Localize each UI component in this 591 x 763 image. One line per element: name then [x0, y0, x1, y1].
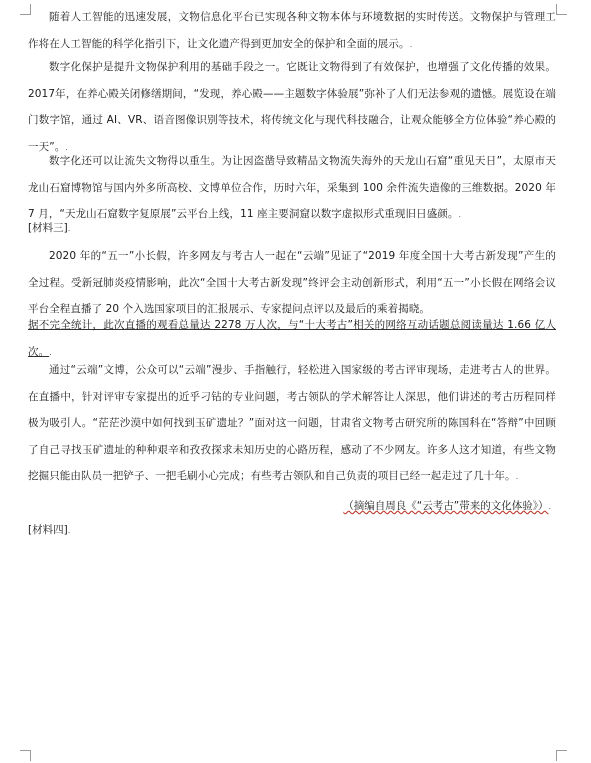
paragraph-4-text: 2020 年的“五一”小长假，许多网友与考古人一起在“云端”见证了“2019 年度全国十大考古新发现”产生的全过程。受新冠肺炎疫情影响，此次“全国十大考古新发现”终评会主动创新形式，利用“五一”小长假在网络会议平台全程直播了 20 个入选国家项目的汇报展示、专家提问点评以及最后的乘着揭晓。 — [28, 250, 556, 315]
material-4-label: [材料四]. — [28, 524, 71, 536]
paragraph-5 — [28, 357, 556, 491]
paragraph-1-text: 随着人工智能的迅速发展，文物信息化平台已实现各种文物本体与环境数据的实时传送。文物保护与管理工作将在人工智能的科学化指引下，让文化遗产得到更加安全的保护和全面的展示。 — [28, 11, 556, 50]
paragraph-3 — [28, 148, 556, 229]
paragraph-mark: . — [515, 472, 519, 481]
paragraph-mark: . — [65, 142, 68, 152]
material-3-label: [材料三]. — [28, 222, 71, 234]
paragraph-2 — [28, 54, 556, 161]
statistics-underlined-text: 据不完全统计，此次直播的观看总量达 2278 万人次，与“十大考古”相关的网络互动话题总阅读量达 1.66 亿人次。 — [28, 319, 556, 358]
paragraph-4-statistics: 据不完全统计，此次直播的观看总量达 2278 万人次，与“十大考古”相关的网络互动话题总阅读量达 1.66 亿人次。. — [28, 319, 556, 358]
page-corner-mark-bottom-right — [556, 750, 567, 761]
source-note-text: （摘编自周良《“云考古”带来的文化体验》） — [343, 500, 549, 512]
paragraph-2-text: 数字化保护是提升文物保护利用的基础手段之一。它既让文物得到了有效保护，也增强了文化传播的效果。2017年，在养心殿关闭修缮期间，“发现，养心殿——主题数字体验展”弥补了人们无法参观的遗憾。展览设在端门数字馆，通过 AI、VR、语音图像识别等技术，将传统文化与现代科技融合，让观众能够全方位体验“养心殿的一天”。 — [28, 61, 556, 153]
source-note: （摘编自周良《“云考古”带来的文化体验》）. — [343, 500, 551, 512]
paragraph-3-text: 数字化还可以让流失文物得以重生。为让因盗凿导致精品文物流失海外的天龙山石窟“重见天日”，太原市天龙山石窟博物馆与国内外多所高校、文博单位合作，历时六年，采集到 100 余件流失造像的三维数据。2020 年 7 月，“天龙山石窟数字复原展”云平台上线，11 座主要洞窟以数字虚拟形式重现旧日盛颜。 — [28, 155, 556, 220]
paragraph-4 — [28, 243, 556, 323]
page-corner-mark-top-right — [556, 4, 567, 15]
paragraph-1 — [28, 4, 556, 58]
paragraph-5-text: 通过“云端”文博，公众可以“云端”漫步、手指触行，轻松进入国家级的考古评审现场，走进考古人的世界。在直播中，针对评审专家提出的近乎刁钻的专业问题，考古领队的学术解答让人深思，他们讲述的考古历程同样极为吸引人。“茫茫沙漠中如何找到玉矿遗址？”面对这一问题，甘肃省文物考古研究所的陈国科在“答辩”中回顾了自己寻找玉矿遗址的种种艰辛和孜孜探求未知历史的心路历程，感动了不少网友。许多人这才知道，有些文物挖掘只能由队员一把铲子、一把毛刷小心完成；有些考古领队和自己负责的项目已经一起走过了几十年。 — [28, 364, 556, 482]
paragraph-mark: . — [409, 39, 413, 49]
paragraph-mark: . — [458, 210, 462, 219]
page-corner-mark-bottom-left — [20, 750, 31, 761]
